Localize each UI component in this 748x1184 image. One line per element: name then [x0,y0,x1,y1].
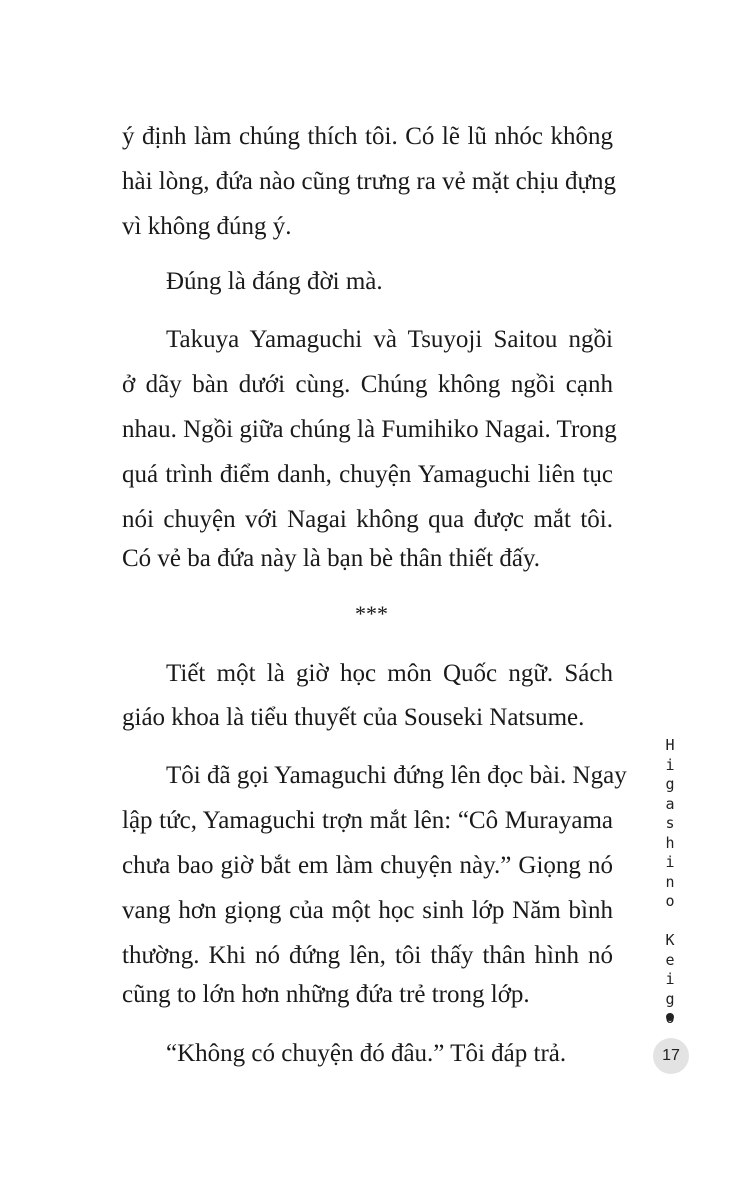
author-letter: i [665,970,675,988]
author-letter: e [665,950,675,969]
author-letter: K [665,931,675,949]
bullet-dot-icon [666,1013,674,1021]
body-text-line: cũng to lớn hơn những đứa trẻ trong lớp. [122,981,530,1008]
body-text-line: nói chuyện với Nagai không qua được mắt tôi. [122,506,613,533]
author-letter: o [665,892,675,910]
author-letter: a [665,794,675,813]
author-letter: s [665,814,675,832]
author-letter: i [665,755,675,774]
body-text-line: “Không có chuyện đó đâu.” Tôi đáp trả. [166,1040,567,1067]
body-text-line: hài lòng, đứa nào cũng trưng ra vẻ mặt chịu đựng [122,168,616,195]
body-text-line: Takuya Yamaguchi và Tsuyoji Saitou ngồi [166,326,613,353]
body-text-line: Tôi đã gọi Yamaguchi đứng lên đọc bài. Ngay [166,762,627,789]
author-letter-space [656,912,684,932]
author-letter: H [665,736,675,754]
body-text-line: giáo khoa là tiểu thuyết của Souseki Natsume. [122,704,585,731]
body-text-line: lập tức, Yamaguchi trợn mắt lên: “Cô Murayama [122,807,613,834]
body-text-line: chưa bao giờ bắt em làm chuyện này.” Giọng nó [122,852,613,879]
body-text-line: ý định làm chúng thích tôi. Có lẽ lũ nhóc không [122,123,613,150]
body-text-line: nhau. Ngồi giữa chúng là Fumihiko Nagai. Trong [122,416,617,443]
author-letter: n [665,872,675,891]
body-text-line: Có vẻ ba đứa này là bạn bè thân thiết đấy. [122,545,541,572]
author-letter: g [665,775,675,793]
section-divider: *** [355,601,388,626]
author-letter: g [665,989,675,1008]
body-text-line: quá trình điểm danh, chuyện Yamaguchi liên tục [122,461,613,488]
body-text-line: vang hơn giọng của một học sinh lớp Năm bình [122,897,613,924]
author-vertical-label [656,736,684,1029]
body-text-line: Đúng là đáng đời mà. [166,268,383,295]
body-text-line: thường. Khi nó đứng lên, tôi thấy thân hình nó [122,942,613,969]
body-text-line: vì không đúng ý. [122,213,292,240]
body-text-line: ở dãy bàn dưới cùng. Chúng không ngồi cạnh [122,371,613,398]
author-letter: h [665,833,675,852]
author-letter: i [665,853,675,871]
page-number: 17 [653,1038,689,1074]
body-text-line: Tiết một là giờ học môn Quốc ngữ. Sách [166,660,613,687]
